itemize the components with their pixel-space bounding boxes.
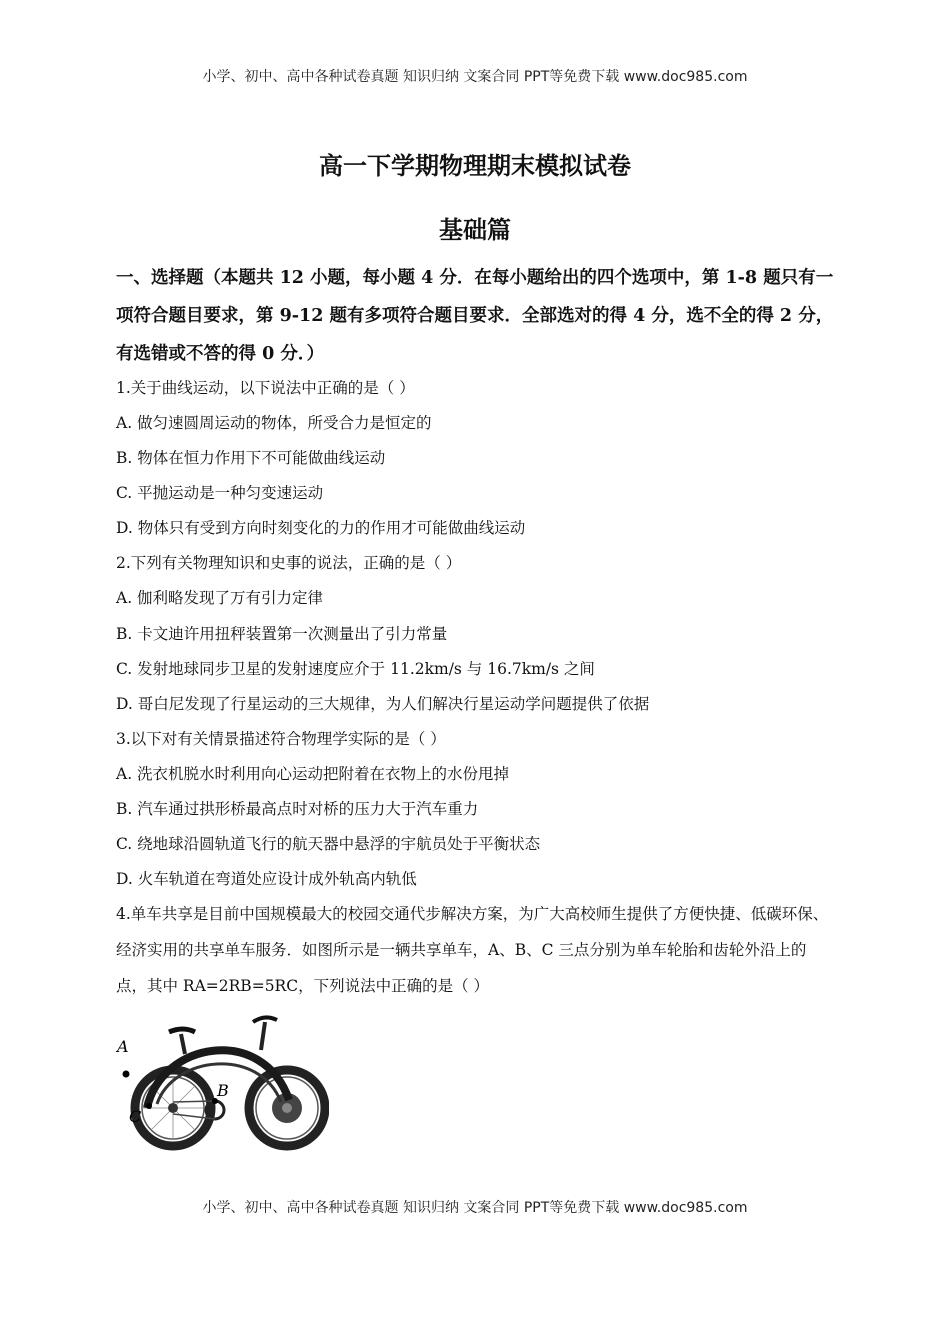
question-2-option-a: A. 伽利略发现了万有引力定律 <box>116 589 324 607</box>
question-2-stem: 2.下列有关物理知识和史事的说法，正确的是（ ） <box>116 554 462 572</box>
question-3-stem: 3.以下对有关情景描述符合物理学实际的是（ ） <box>116 730 446 748</box>
question-3-option-c: C. 绕地球沿圆轨道飞行的航天器中悬浮的宇航员处于平衡状态 <box>116 835 541 853</box>
question-3-option-d: D. 火车轨道在弯道处应设计成外轨高内轨低 <box>116 870 417 888</box>
question-1-option-a: A. 做匀速圆周运动的物体，所受合力是恒定的 <box>116 414 432 432</box>
question-2-option-d: D. 哥白尼发现了行星运动的三大规律，为人们解决行星运动学问题提供了依据 <box>116 695 650 713</box>
page-title: 高一下学期物理期末模拟试卷 <box>319 151 631 180</box>
question-2-option-c: C. 发射地球同步卫星的发射速度应介于 11.2km/s 与 16.7km/s 之间 <box>116 660 595 678</box>
bicycle-figure <box>113 1012 329 1152</box>
point-a-label: A <box>117 1037 129 1056</box>
section-heading: 一、选择题（本题共 12 小题，每小题 4 分．在每小题给出的四个选项中，第 1-8 题只有一项符合题目要求，第 9-12 题有多项符合题目要求．全部选对的得 4 分，选不全的得 2 分，有选错或不答的得 0 分．） <box>116 268 834 364</box>
question-1-stem: 1.关于曲线运动，以下说法中正确的是（ ） <box>116 379 415 397</box>
point-c-label: C <box>129 1107 142 1126</box>
page-footer: 小学、初中、高中各种试卷真题 知识归纳 文案合同 PPT等免费下载 www.doc985.com <box>202 1200 748 1216</box>
point-b-label: B <box>217 1081 229 1100</box>
question-1-option-c: C. 平抛运动是一种匀变速运动 <box>116 484 324 502</box>
question-2-option-b: B. 卡文迪许用扭秤装置第一次测量出了引力常量 <box>116 625 448 643</box>
question-4-stem: 4.单车共享是目前中国规模最大的校园交通代步解决方案，为广大高校师生提供了方便快捷、低碳环保、经济实用的共享单车服务．如图所示是一辆共享单车，A、B、C 三点分别为单车轮胎和齿轮外沿上的点，其中 RA=2RB=5RC，下列说法中正确的是（ ） <box>116 905 829 995</box>
page-header: 小学、初中、高中各种试卷真题 知识归纳 文案合同 PPT等免费下载 www.doc985.com <box>202 69 748 85</box>
question-3-option-a: A. 洗衣机脱水时利用向心运动把附着在衣物上的水份甩掉 <box>116 765 510 783</box>
page-subtitle: 基础篇 <box>439 215 511 244</box>
question-1-option-b: B. 物体在恒力作用下不可能做曲线运动 <box>116 449 386 467</box>
question-3-option-b: B. 汽车通过拱形桥最高点时对桥的压力大于汽车重力 <box>116 800 479 818</box>
question-1-option-d: D. 物体只有受到方向时刻变化的力的作用才可能做曲线运动 <box>116 519 526 537</box>
